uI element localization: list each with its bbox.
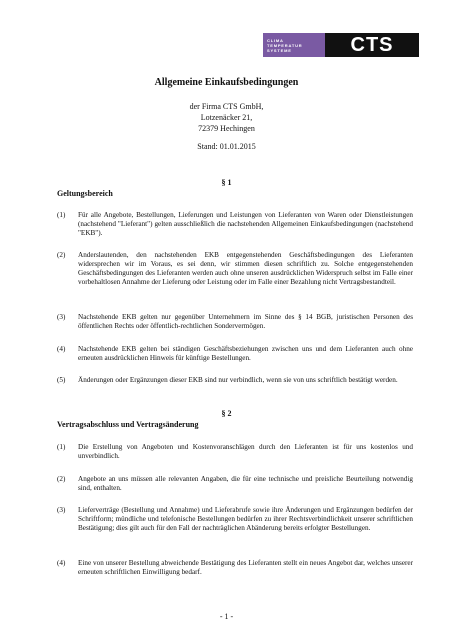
paragraph-number: (4) xyxy=(57,559,66,567)
logo-tagline-block xyxy=(263,33,325,57)
address-line: Lotzenäcker 21, xyxy=(200,113,253,122)
paragraph-number: (3) xyxy=(57,313,66,321)
logo-tagline-line: CLIMA xyxy=(267,37,284,43)
section-number: § 2 xyxy=(221,409,232,418)
paragraph-text: Die Erstellung von Angeboten und Kostenvoranschlägen durch den Lieferanten ist für uns kostenlos und unverbindlich. xyxy=(78,443,413,460)
paragraph-text: Änderungen oder Ergänzungen dieser EKB sind nur verbindlich, wenn sie von uns schriftlich bestätigt werden. xyxy=(78,376,398,384)
document-date: Stand: 01.01.2015 xyxy=(197,142,256,151)
paragraph-text: Nachstehende EKB gelten bei ständigen Geschäftsbeziehungen zwischen uns und dem Lieferanten auch ohne erneuten ausdrücklichen Hinweis für künftige Bestellungen. xyxy=(78,345,413,362)
paragraph-number: (1) xyxy=(57,443,66,451)
logo-tagline-line: SYSTEME xyxy=(267,47,292,53)
paragraph-number: (2) xyxy=(57,251,66,259)
cts-logo xyxy=(263,33,419,57)
paragraph-number: (1) xyxy=(57,211,66,219)
section-title: Geltungsbereich xyxy=(57,189,113,198)
company-address xyxy=(0,101,453,134)
paragraph-text: Nachstehende EKB gelten nur gegenüber Unternehmern im Sinne des § 14 BGB, juristischen Personen des öffentlichen Rechts oder öffentlich-rechtlichen Sondervermögen. xyxy=(78,313,413,330)
document-title: Allgemeine Einkaufsbedingungen xyxy=(154,77,299,88)
logo-brand-block xyxy=(325,33,419,57)
address-line: 72379 Hechingen xyxy=(198,124,255,133)
paragraph-text: Eine von unserer Bestellung abweichende Bestätigung des Lieferanten stellt ein neues Angebot dar, welches unserer erneuten schriftlichen Einwilligung bedarf. xyxy=(78,559,413,576)
paragraph-text: Angebote an uns müssen alle relevanten Angaben, die für eine technische und preisliche Beurteilung notwendig sind, enthalten. xyxy=(78,475,413,492)
logo-brand-text: CTS xyxy=(350,33,394,56)
paragraph-number: (3) xyxy=(57,506,66,514)
section-number: § 1 xyxy=(221,178,232,187)
page-number: - 1 - xyxy=(219,612,234,621)
paragraph-number: (5) xyxy=(57,376,66,384)
address-line: der Firma CTS GmbH, xyxy=(189,102,264,111)
paragraph-text: Anderslautenden, den nachstehenden EKB entgegenstehenden Geschäftsbedingungen des Lieferanten widersprechen wir im Voraus, es sei denn, wir stimmen diesen schriftlich zu. Solche entgegenstehenden Geschäftsbedingungen des Lieferanten werden auch ohne unseren ausdrücklichen Widerspruch selbst im Falle einer vorbehaltlosen Annahme der Lieferung oder Leistung oder im Falle einer Bezahlung nicht Vertragsbestandteil. xyxy=(78,251,413,286)
section-title: Vertragsabschluss und Vertragsänderung xyxy=(57,420,199,429)
paragraph-text: Für alle Angebote, Bestellungen, Lieferungen und Leistungen von Lieferanten von Waren oder Dienstleistungen (nachstehend "Lieferant") gelten ausschließlich die nachstehenden Allgemeinen Einkaufsbedingungen (nachstehend "EKB"). xyxy=(78,211,413,237)
paragraph-number: (4) xyxy=(57,345,66,353)
paragraph-text: Lieferverträge (Bestellung und Annahme) und Lieferabrufe sowie ihre Änderungen und Ergänzungen bedürfen der Schriftform; mündliche und telefonische Bestellungen bedürfen zu ihrer Rechtsverbindlichkeit unserer schriftlichen Bestätigung; dies gilt auch für den Fall der nachträglichen Abänderung bereits erfolgter Bestellungen. xyxy=(78,506,413,532)
paragraph-number: (2) xyxy=(57,475,66,483)
logo-tagline-line: TEMPERATUR xyxy=(267,42,303,48)
